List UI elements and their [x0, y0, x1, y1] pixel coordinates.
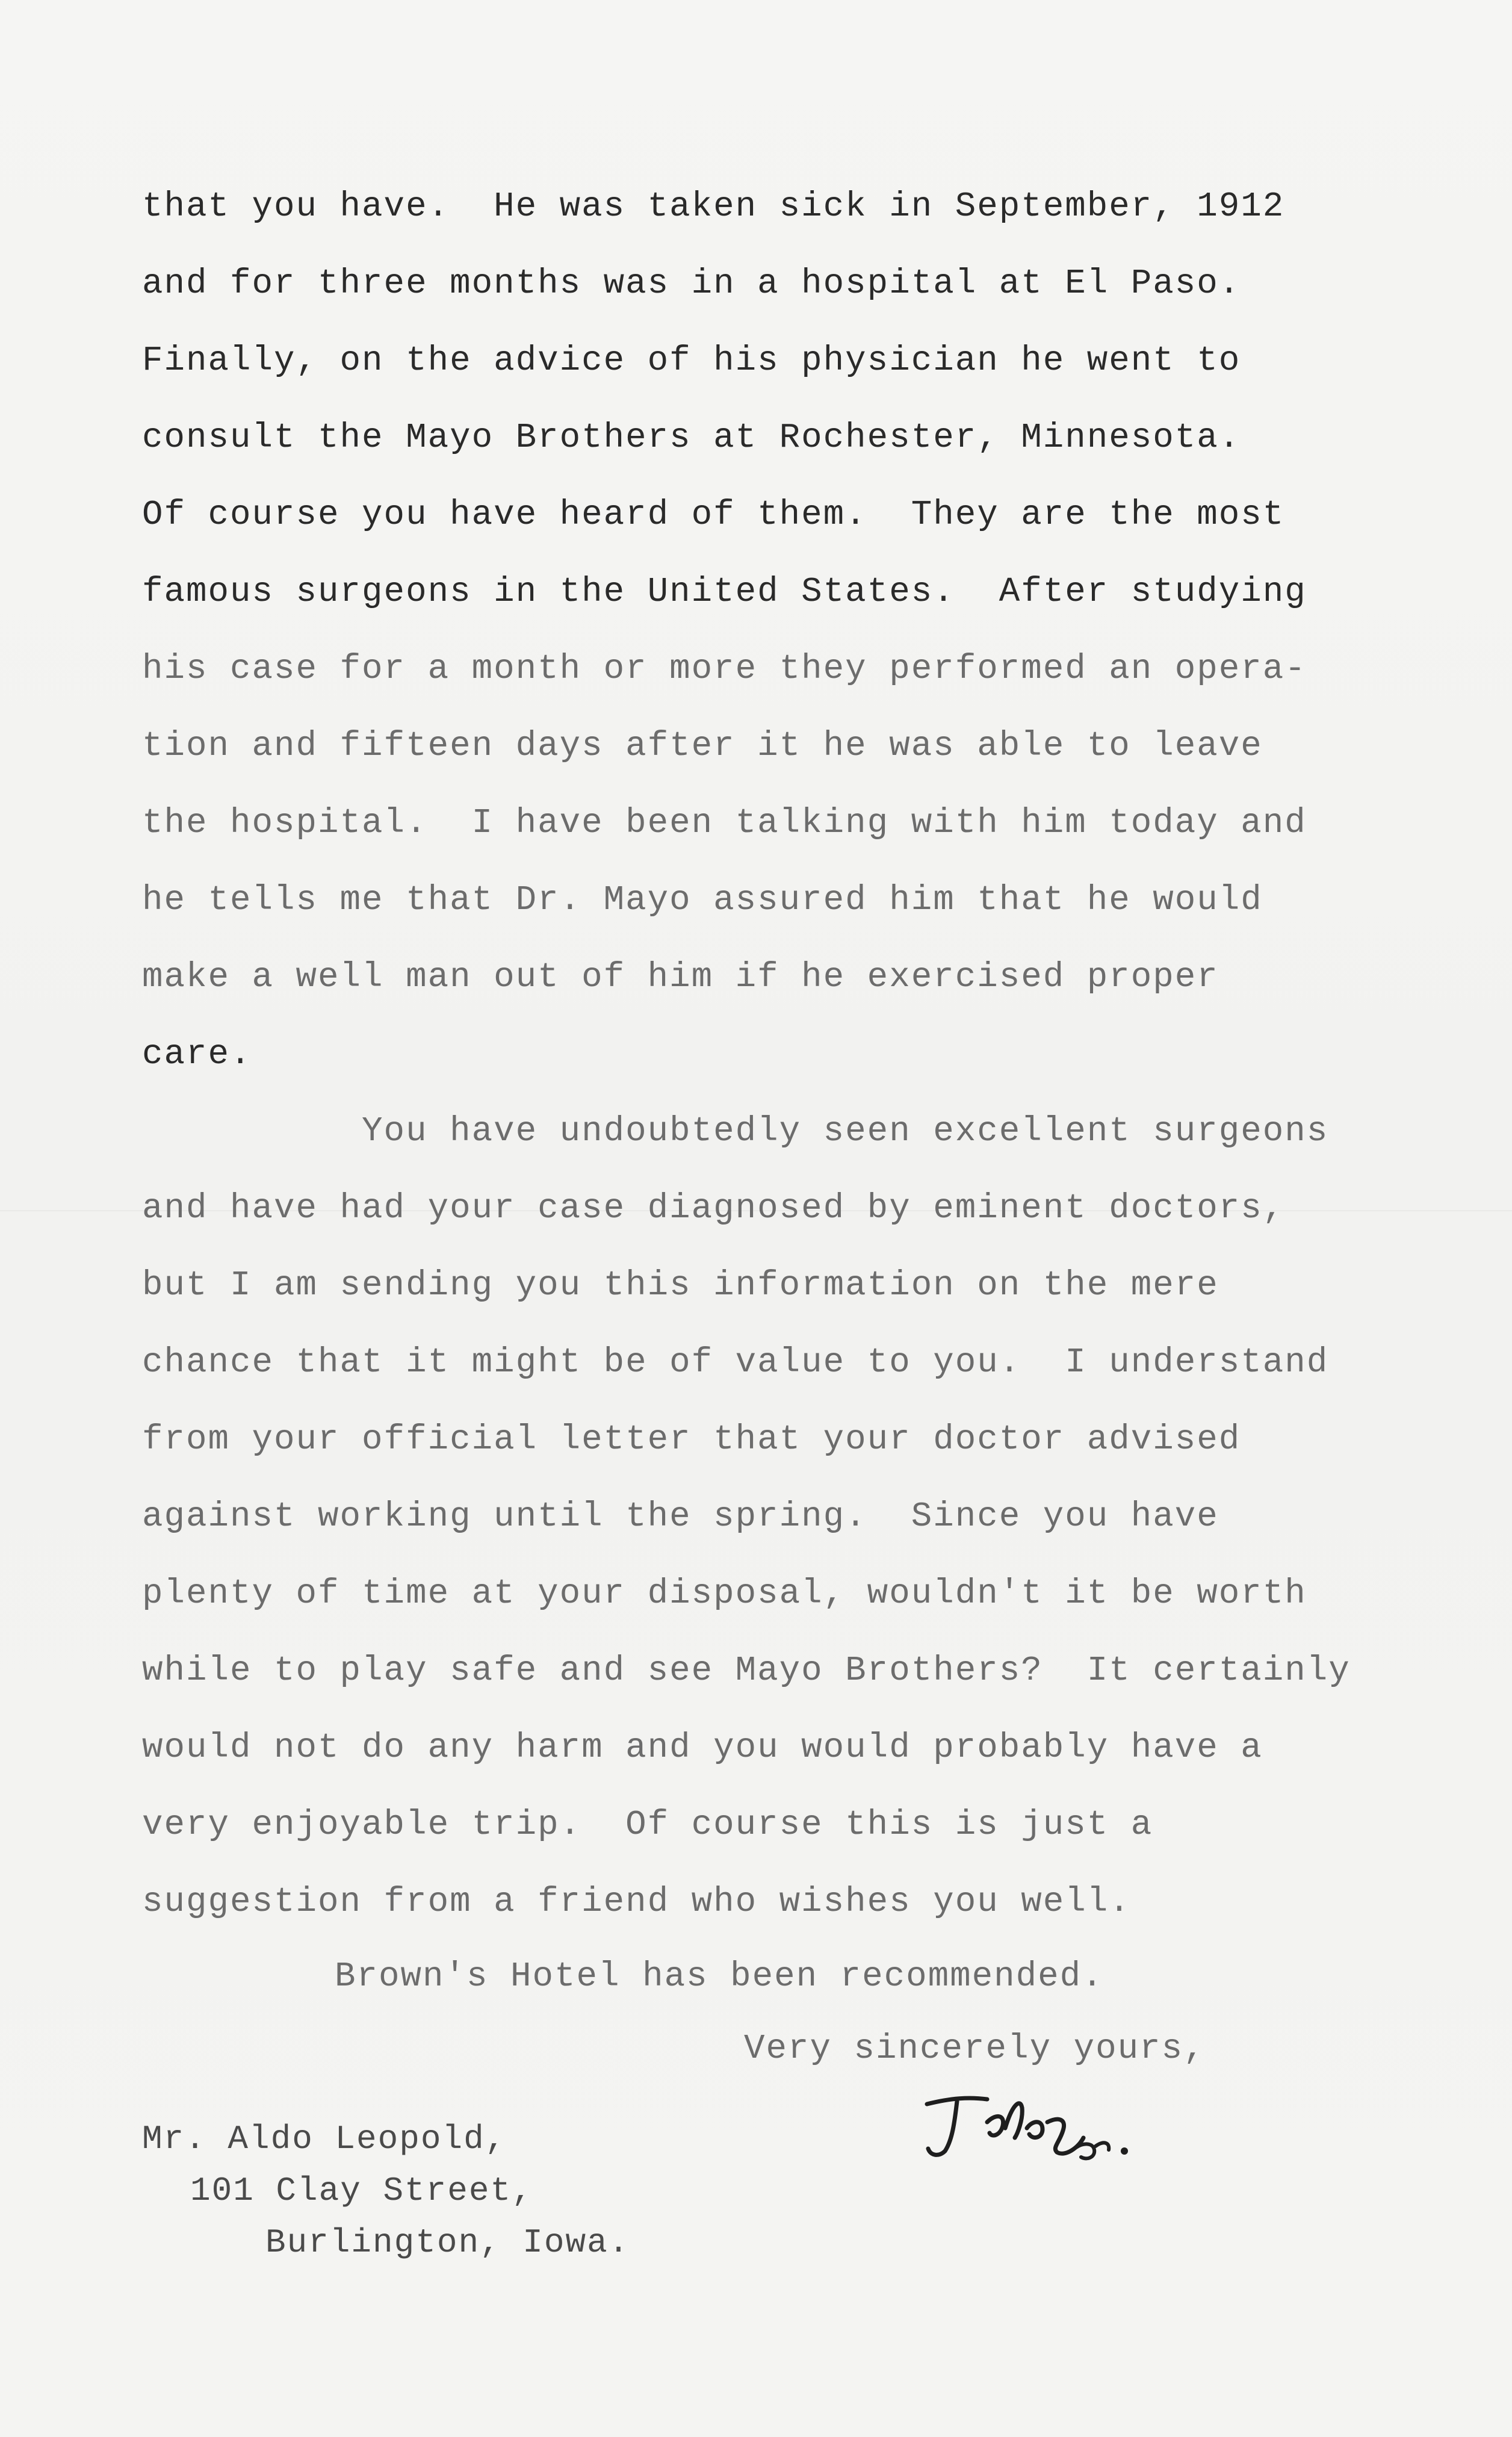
body-line: suggestion from a friend who wishes you well. — [142, 1883, 1131, 1922]
body-line: and for three months was in a hospital at El Paso. — [142, 264, 1241, 303]
body-line: would not do any harm and you would probably have a — [142, 1728, 1263, 1768]
recipient-street: 101 Clay Street, — [190, 2172, 533, 2210]
postscript: Brown's Hotel has been recommended. — [335, 1957, 1104, 1996]
letter-body — [142, 169, 1436, 2085]
recipient-name: Mr. Aldo Leopold, — [142, 2120, 507, 2158]
recipient-address — [142, 2113, 630, 2268]
body-line: that you have. He was taken sick in September, 1912 — [142, 187, 1285, 226]
body-line: care. — [142, 1035, 252, 1074]
body-line: while to play safe and see Mayo Brothers? It certainly — [142, 1651, 1351, 1690]
handwritten-signature — [915, 2080, 1144, 2176]
body-line: his case for a month or more they performed an opera- — [142, 650, 1307, 689]
complimentary-close: Very sincerely yours, — [744, 2029, 1206, 2069]
body-line: tion and fifteen days after it he was able to leave — [142, 727, 1263, 766]
body-line: the hospital. I have been talking with him today and — [142, 804, 1307, 843]
body-line: chance that it might be of value to you. I understand — [142, 1343, 1329, 1382]
body-line: he tells me that Dr. Mayo assured him that he would — [142, 881, 1263, 920]
body-line: but I am sending you this information on the mere — [142, 1266, 1219, 1305]
body-line: make a well man out of him if he exercised proper — [142, 958, 1219, 997]
recipient-city: Burlington, Iowa. — [265, 2223, 630, 2262]
body-line: against working until the spring. Since you have — [142, 1497, 1219, 1536]
body-line: and have had your case diagnosed by eminent doctors, — [142, 1189, 1285, 1228]
body-line: plenty of time at your disposal, wouldn't it be worth — [142, 1574, 1307, 1613]
body-line: consult the Mayo Brothers at Rochester, Minnesota. — [142, 418, 1241, 458]
body-line: You have undoubtedly seen excellent surgeons — [142, 1112, 1329, 1151]
body-line: Of course you have heard of them. They are the most — [142, 495, 1285, 535]
body-line: from your official letter that your doctor advised — [142, 1420, 1241, 1459]
body-line: very enjoyable trip. Of course this is just a — [142, 1805, 1153, 1845]
body-line: Finally, on the advice of his physician he went to — [142, 341, 1241, 380]
body-line: famous surgeons in the United States. After studying — [142, 573, 1307, 612]
